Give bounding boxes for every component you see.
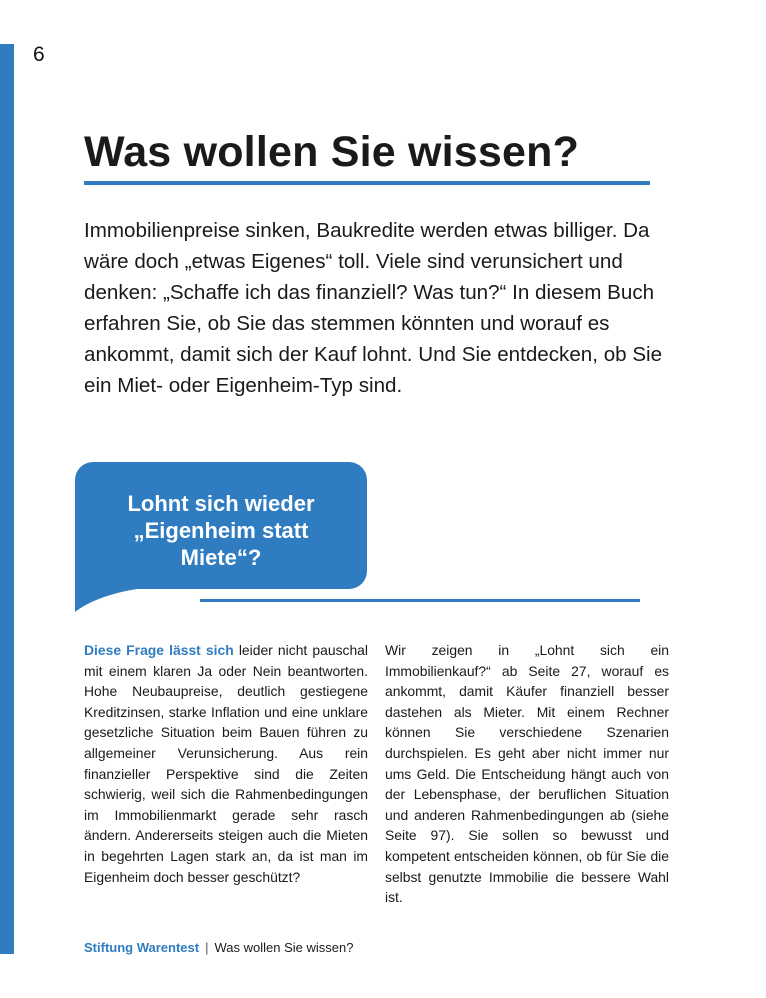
body-column-right: Wir zeigen in „Lohnt sich ein Immobilienkauf?“ ab Seite 27, worauf es ankommt, damit Käufer finanziell besser dastehen als Mieter. Mit einem Rechner können Sie verschiedene Szenarien durchspielen. Es geht aber nicht immer nur ums Geld. Die Entscheidung hängt auch von der Lebensphase, der beruflichen Situation und anderen Rahmenbedingungen ab (siehe Seite 97). Sie sollen so bewusst und kompetent entscheiden können, ob für Sie die selbst genutzte Immobilie die bessere Wahl ist. [385, 642, 669, 906]
footer-brand: Stiftung Warentest [84, 940, 200, 955]
footer [84, 940, 353, 955]
footer-separator: | [205, 940, 209, 955]
page-title: Was wollen Sie wissen? [84, 128, 580, 176]
lead-in: Diese Frage lässt sich [84, 642, 234, 658]
bubble-underline [200, 599, 640, 602]
side-accent-bar [0, 44, 14, 954]
page-number: 6 [33, 43, 45, 66]
intro-paragraph: Immobilienpreise sinken, Baukredite werden etwas billiger. Da wäre doch „etwas Eigenes“ toll. Viele sind verunsichert und denken: „Schaffe ich das finanziell? Was tun?“ In diesem Buch erfahren Sie, ob Sie das stemmen könnten und worauf es ankommt, damit sich der Kauf lohnt. Und Sie entdecken, ob Sie ein Miet- oder Eigenheim-Typ sind. [84, 219, 663, 397]
title-underline [84, 181, 650, 185]
footer-section: Was wollen Sie wissen? [214, 940, 354, 955]
question-line-2: „Eigenheim statt [133, 518, 309, 543]
question-line-3: Miete“? [180, 545, 262, 570]
speech-bubble-tail-icon [75, 580, 145, 620]
body-column-left [84, 640, 368, 887]
question-heading [75, 490, 367, 571]
question-line-1: Lohnt sich wieder [127, 491, 315, 516]
left-column-text: leider nicht pauschal mit einem klaren Ja oder Nein beantworten. Hohe Neubaupreise, deutlich gestiegene Kreditzinsen, starke Inflation und eine unklare gesetzliche Situation beim Bauen führen zu allgemeiner Verunsicherung. Aus rein finanzieller Perspektive sind die Zeiten schwierig, weil sich die Rahmenbedingungen im Immobilienmarkt gerade sehr rasch ändern. Andererseits steigen auch die Mieten in begehrten Lagen stark an, da ist man im Eigenheim doch besser geschützt? [84, 642, 368, 885]
